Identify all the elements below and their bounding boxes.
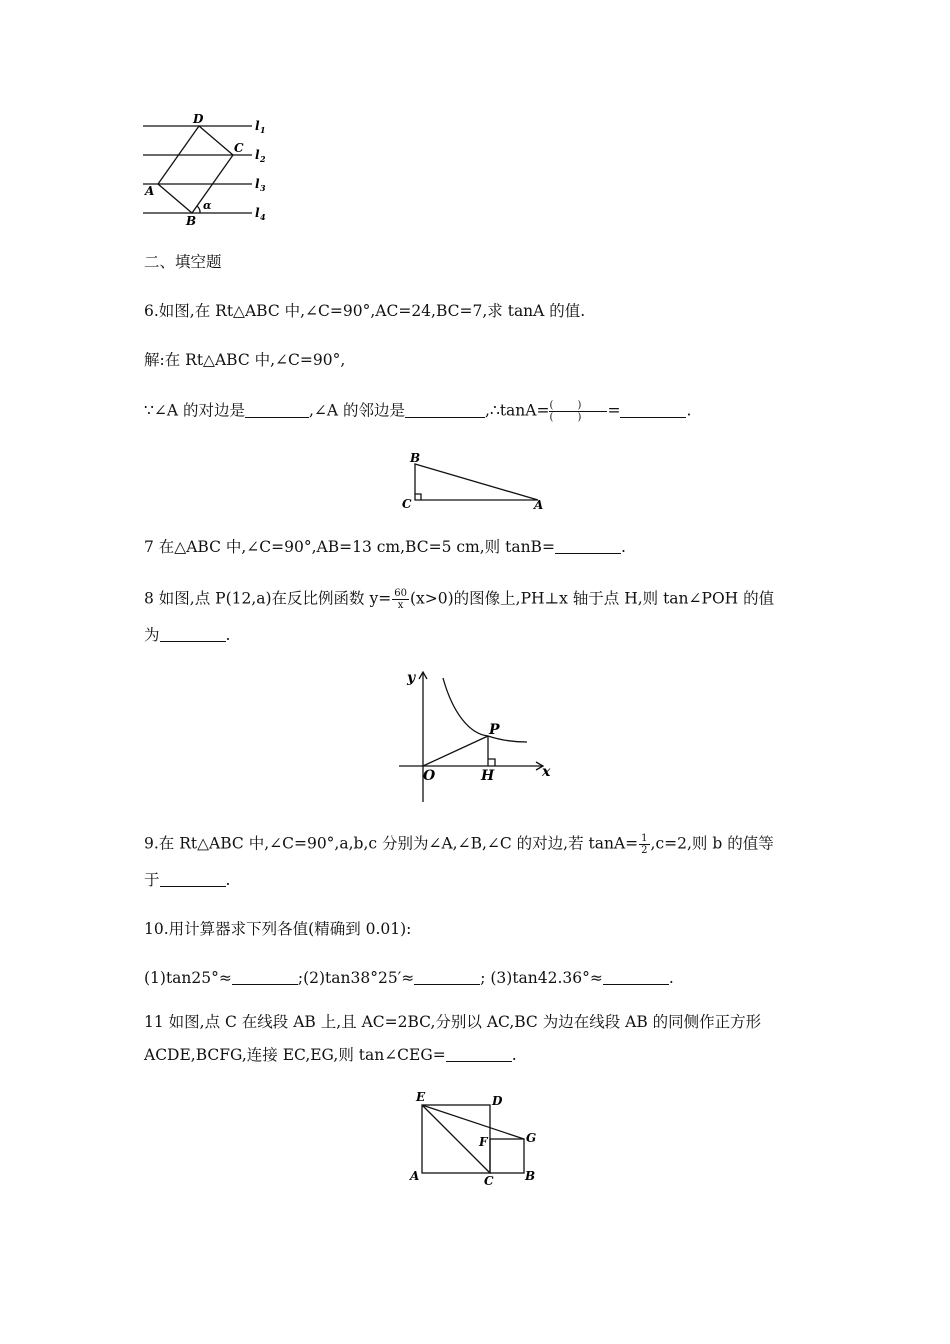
label-C: C: [402, 497, 412, 511]
label-P: P: [489, 722, 500, 738]
q6-solution-intro: 解:在 Rt△ABC 中,∠C=90°,: [144, 351, 346, 369]
q8-line2: 为 .: [144, 626, 231, 644]
segment-OP: [423, 736, 488, 766]
q9-line2: 于 .: [144, 871, 231, 889]
label-A: A: [410, 1169, 420, 1183]
label-y: y: [407, 670, 416, 686]
q8-line1: 8 如图,点 P(12,a)在反比例函数 y= $\frac{60}{x}$ (x>0)的图像上,PH⊥x 轴于点 H,则 tan∠POH 的值: [144, 588, 775, 611]
label-l2: l: [255, 148, 260, 162]
label-B: B: [186, 214, 197, 228]
label-B: B: [525, 1169, 536, 1183]
inverse-function-graph: [395, 664, 560, 806]
right-angle-mark: [488, 759, 495, 766]
label-B: B: [410, 451, 421, 465]
q6-because: ∵∠A 的对边是: [144, 401, 245, 420]
label-l1: l: [255, 119, 260, 133]
triangle-abc: [415, 464, 538, 500]
q10-blank-1[interactable]: [232, 970, 298, 985]
label-D: D: [492, 1094, 503, 1108]
square-bcfg: [490, 1139, 524, 1173]
q6-blank-opposite[interactable]: [245, 403, 309, 418]
q6-equals: =: [607, 401, 621, 420]
hyperbola-curve: [443, 678, 527, 742]
label-A: A: [534, 498, 544, 512]
q6-blank-fraction[interactable]: $\frac{( )}{( )}$: [549, 400, 607, 423]
angle-alpha-arc: [197, 206, 200, 213]
q9-line1: 9.在 Rt△ABC 中,∠C=90°,a,b,c 分别为∠A,∠B,∠C 的对边,若 tanA= $\frac{1}{2}$ ,c=2,则 b 的值等: [144, 833, 774, 856]
label-C: C: [484, 1174, 494, 1188]
right-angle-mark: [415, 494, 421, 500]
q11-line1: 11 如图,点 C 在线段 AB 上,且 AC=2BC,分别以 AC,BC 为边在线段 AB 的同侧作正方形: [144, 1013, 762, 1031]
segment-EG: [422, 1105, 524, 1139]
right-triangle-figure: [398, 448, 550, 514]
q10-stem: 10.用计算器求下列各值(精确到 0.01):: [144, 920, 412, 938]
label-D: D: [193, 112, 204, 126]
q6-blank-answer[interactable]: [620, 403, 686, 418]
q11-line2: ACDE,BCFG,连接 EC,EG,则 tan∠CEG= .: [144, 1046, 517, 1064]
label-x: x: [542, 764, 551, 780]
quadrilateral-abcd: [158, 126, 233, 213]
section-heading: 二、填空题: [144, 253, 222, 271]
q11-blank[interactable]: [446, 1047, 512, 1062]
label-E: E: [416, 1090, 426, 1104]
q10-blank-2[interactable]: [414, 970, 480, 985]
label-l4-sub: 4: [260, 212, 266, 222]
q10-blank-3[interactable]: [603, 970, 669, 985]
label-l1-sub: 1: [260, 125, 266, 135]
q7: 7 在△ABC 中,∠C=90°,AB=13 cm,BC=5 cm,则 tanB= .: [144, 538, 626, 556]
q6-solution-line: ∵∠A 的对边是 ,∠A 的邻边是 ,∴tanA= $\frac{( )}{( )}=$ .: [144, 400, 692, 423]
q6-blank-adjacent[interactable]: [405, 403, 485, 418]
squares-figure: [404, 1088, 554, 1188]
label-O: O: [423, 768, 436, 784]
label-l2-sub: 2: [260, 154, 266, 164]
label-l3-sub: 3: [260, 183, 266, 193]
label-F: F: [479, 1135, 488, 1149]
q7-blank[interactable]: [555, 539, 621, 554]
label-l4: l: [255, 206, 260, 220]
q10-parts: (1)tan25°≈ ;(2)tan38°25′≈ ; (3)tan42.36°≈ .: [144, 969, 674, 987]
label-alpha: α: [203, 199, 212, 212]
q9-blank[interactable]: [160, 872, 226, 887]
label-A: A: [145, 184, 155, 198]
label-G: G: [526, 1131, 537, 1145]
q9-fraction: $\frac{1}{2}$: [641, 833, 648, 856]
label-H: H: [481, 768, 495, 784]
q6-stem: 6.如图,在 Rt△ABC 中,∠C=90°,AC=24,BC=7,求 tanA 的值.: [144, 302, 586, 320]
q6-therefore: ,∴tanA=: [485, 401, 550, 420]
q8-blank[interactable]: [160, 627, 226, 642]
parallel-lines-figure: [140, 108, 280, 230]
label-l3: l: [255, 177, 260, 191]
label-C: C: [234, 141, 244, 155]
q8-fraction: $\frac{60}{x}$: [394, 588, 407, 611]
q6-adjacent: ,∠A 的邻边是: [308, 401, 406, 420]
